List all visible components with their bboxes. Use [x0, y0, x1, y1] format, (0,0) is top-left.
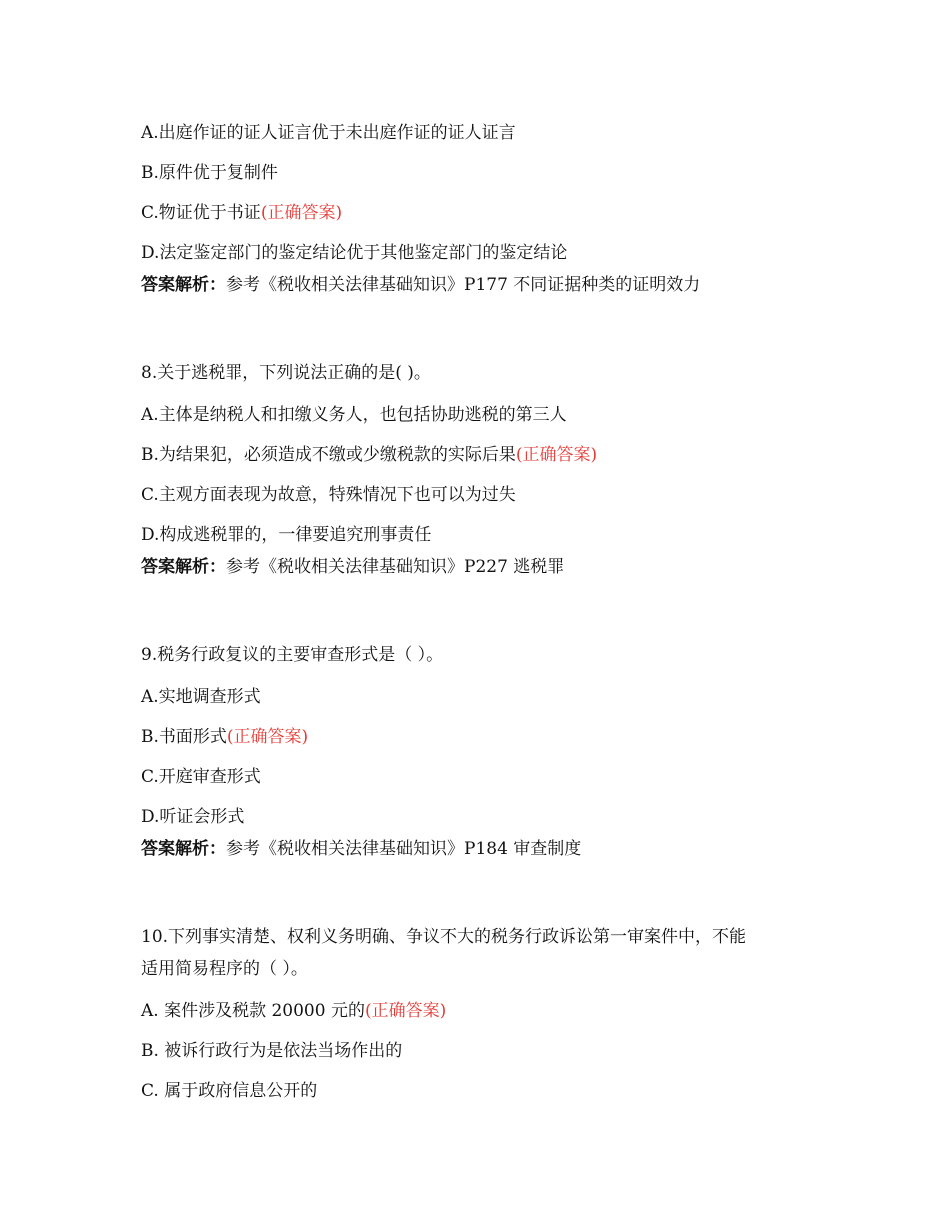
q9-option-c — [141, 765, 261, 789]
q7-option-d-text: D.法定鉴定部门的鉴定结论优于其他鉴定部门的鉴定结论 — [141, 243, 568, 263]
q9-option-c-text: C.开庭审查形式 — [141, 767, 261, 787]
q10-correct-tag: (正确答案) — [364, 1001, 447, 1021]
q10-question-line1 — [141, 925, 746, 949]
q8-correct-tag: (正确答案) — [515, 445, 598, 465]
q9-analysis — [141, 837, 581, 861]
q9-correct-tag: (正确答案) — [226, 727, 309, 747]
q7-analysis-label: 答案解析： — [141, 275, 226, 295]
q10-option-c — [141, 1079, 317, 1103]
q7-option-b — [141, 161, 278, 185]
q9-analysis-label: 答案解析： — [141, 839, 226, 859]
q9-option-b — [141, 725, 308, 749]
q7-option-a — [141, 121, 516, 145]
q8-option-d-text: D.构成逃税罪的，一律要追究刑事责任 — [141, 525, 432, 545]
q8-option-c — [141, 483, 516, 507]
q7-correct-tag: (正确答案) — [260, 203, 343, 223]
q8-option-a-text: A.主体是纳税人和扣缴义务人，也包括协助逃税的第三人 — [141, 405, 567, 425]
q7-option-a-text: A.出庭作证的证人证言优于未出庭作证的证人证言 — [141, 123, 516, 143]
q10-question-line2-text: 适用简易程序的（ ）。 — [141, 959, 308, 979]
q8-option-b — [141, 443, 597, 467]
q7-analysis — [141, 273, 700, 297]
q10-option-b — [141, 1039, 402, 1063]
q8-option-c-text: C.主观方面表现为故意，特殊情况下也可以为过失 — [141, 485, 516, 505]
q9-option-d — [141, 805, 244, 829]
q8-question-text: 8.关于逃税罪，下列说法正确的是( )。 — [141, 363, 431, 383]
q8-question — [141, 361, 431, 385]
q7-analysis-text: 参考《税收相关法律基础知识》P177 不同证据种类的证明效力 — [226, 275, 701, 295]
q9-option-a-text: A.实地调查形式 — [141, 687, 261, 707]
q10-option-a-text: A. 案件涉及税款 20000 元的 — [141, 1001, 365, 1021]
q9-option-d-text: D.听证会形式 — [141, 807, 245, 827]
q8-analysis-text: 参考《税收相关法律基础知识》P227 逃税罪 — [226, 557, 565, 577]
q8-option-b-text: B.为结果犯，必须造成不缴或少缴税款的实际后果 — [141, 445, 516, 465]
q9-analysis-text: 参考《税收相关法律基础知识》P184 审查制度 — [226, 839, 582, 859]
q10-option-a — [141, 999, 446, 1023]
q9-option-b-text: B.书面形式 — [141, 727, 227, 747]
q9-question — [141, 643, 443, 667]
q10-option-b-text: B. 被诉行政行为是依法当场作出的 — [141, 1041, 403, 1061]
q10-option-c-text: C. 属于政府信息公开的 — [141, 1081, 318, 1101]
q10-question-line1-text: 10.下列事实清楚、权利义务明确、争议不大的税务行政诉讼第一审案件中，不能 — [141, 927, 747, 947]
q7-option-c-text: C.物证优于书证 — [141, 203, 261, 223]
q9-question-text: 9.税务行政复议的主要审查形式是（ ）。 — [141, 645, 444, 665]
q7-option-d — [141, 241, 567, 265]
q8-option-a — [141, 403, 567, 427]
q8-analysis-label: 答案解析： — [141, 557, 226, 577]
q8-option-d — [141, 523, 431, 547]
q7-option-b-text: B.原件优于复制件 — [141, 163, 278, 183]
q8-analysis — [141, 555, 564, 579]
q7-option-c — [141, 201, 342, 225]
q9-option-a — [141, 685, 261, 709]
q10-question-line2 — [141, 957, 308, 981]
